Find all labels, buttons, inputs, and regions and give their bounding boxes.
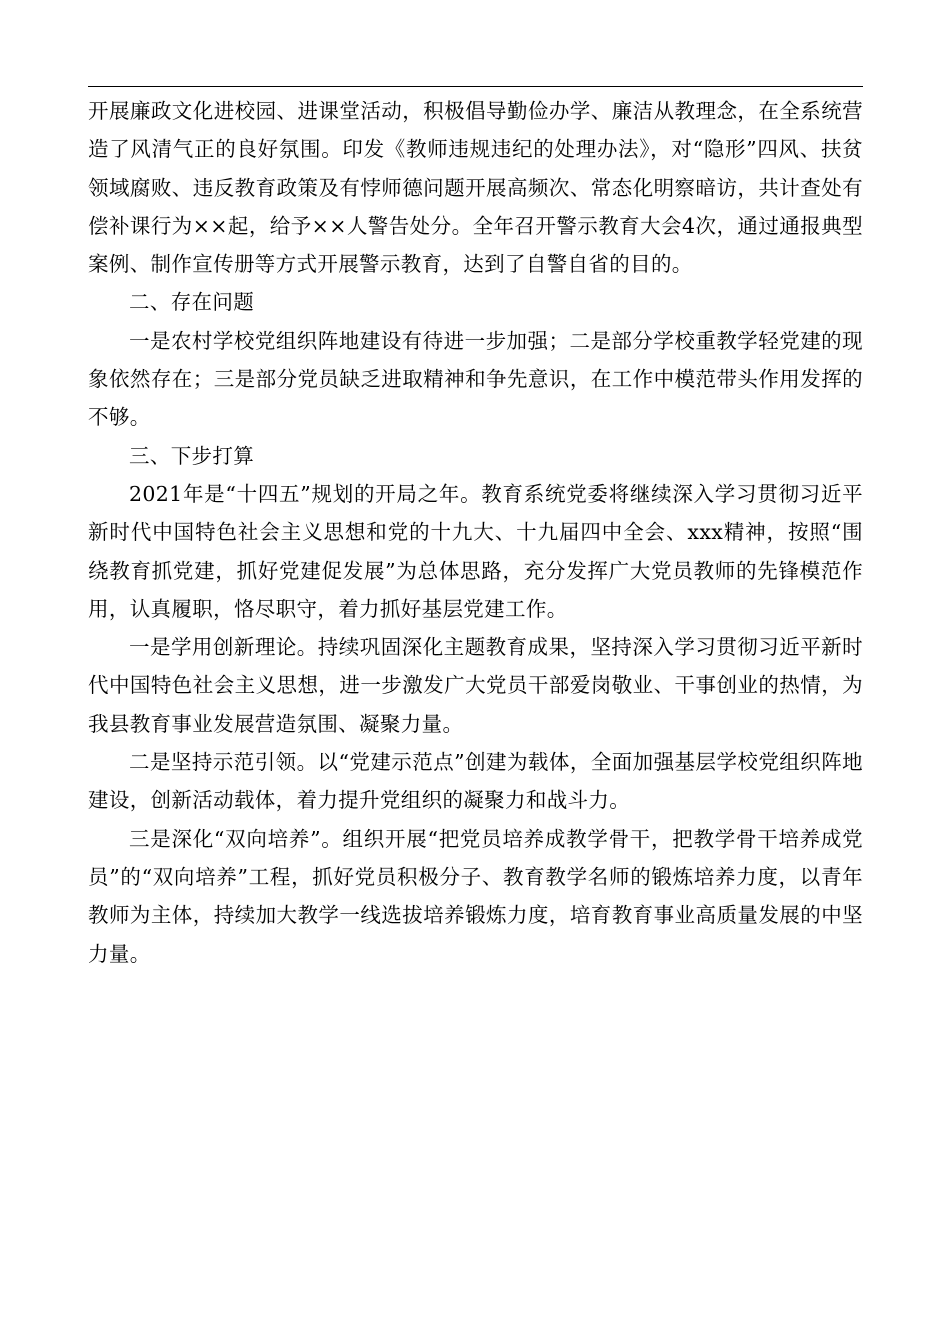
section-heading-next-steps: 三、下步打算 bbox=[129, 443, 255, 468]
paragraph-problems: 一是农村学校党组织阵地建设有待进一步加强；二是部分学校重教学轻党建的现象依然存在；三是部分党员缺乏进取精神和争先意识，在工作中模范带头作用发挥的不够。 bbox=[88, 328, 863, 430]
paragraph-plan-demonstration: 二是坚持示范引领。以“党建示范点”创建为载体，全面加强基层学校党组织阵地建设，创新活动载体，着力提升党组织的凝聚力和战斗力。 bbox=[88, 750, 863, 813]
section-heading-problems: 二、存在问题 bbox=[129, 290, 255, 315]
paragraph-plan-theory: 一是学用创新理论。持续巩固深化主题教育成果，坚持深入学习贯彻习近平新时代中国特色社会主义思想，进一步激发广大党员干部爱岗敬业、干事创业的热情，为我县教育事业发展营造氛围、凝聚力量。 bbox=[88, 635, 863, 736]
header-rule bbox=[88, 86, 863, 87]
document-body bbox=[88, 92, 863, 973]
paragraph-plan-dual-training: 三是深化“双向培养”。组织开展“把党员培养成教学骨干，把教学骨干培养成党员”的“双向培养”工程，抓好党员积极分子、教育教学名师的锻炼培养力度，以青年教师为主体，持续加大教学一线选拔培养锻炼力度，培育教育事业高质量发展的中坚力量。 bbox=[88, 826, 863, 966]
paragraph-next-steps-intro: 2021年是“十四五”规划的开局之年。教育系统党委将继续深入学习贯彻习近平新时代中国特色社会主义思想和党的十九大、十九届四中全会、xxx精神，按照“围绕教育抓党建，抓好党建促发展”为总体思路，充分发挥广大党员教师的先锋模范作用，认真履职，恪尽职守，着力抓好基层党建工作。 bbox=[88, 481, 863, 621]
paragraph-integrity-education: 开展廉政文化进校园、进课堂活动，积极倡导勤俭办学、廉洁从教理念，在全系统营造了风清气正的良好氛围。印发《教师违规违纪的处理办法》，对“隐形”四风、扶贫领域腐败、违反教育政策及有悖师德问题开展高频次、常态化明察暗访，共计查处有偿补课行为××起，给予××人警告处分。全年召开警示教育大会4次，通过通报典型案例、制作宣传册等方式开展警示教育，达到了自警自省的目的。 bbox=[88, 99, 863, 277]
